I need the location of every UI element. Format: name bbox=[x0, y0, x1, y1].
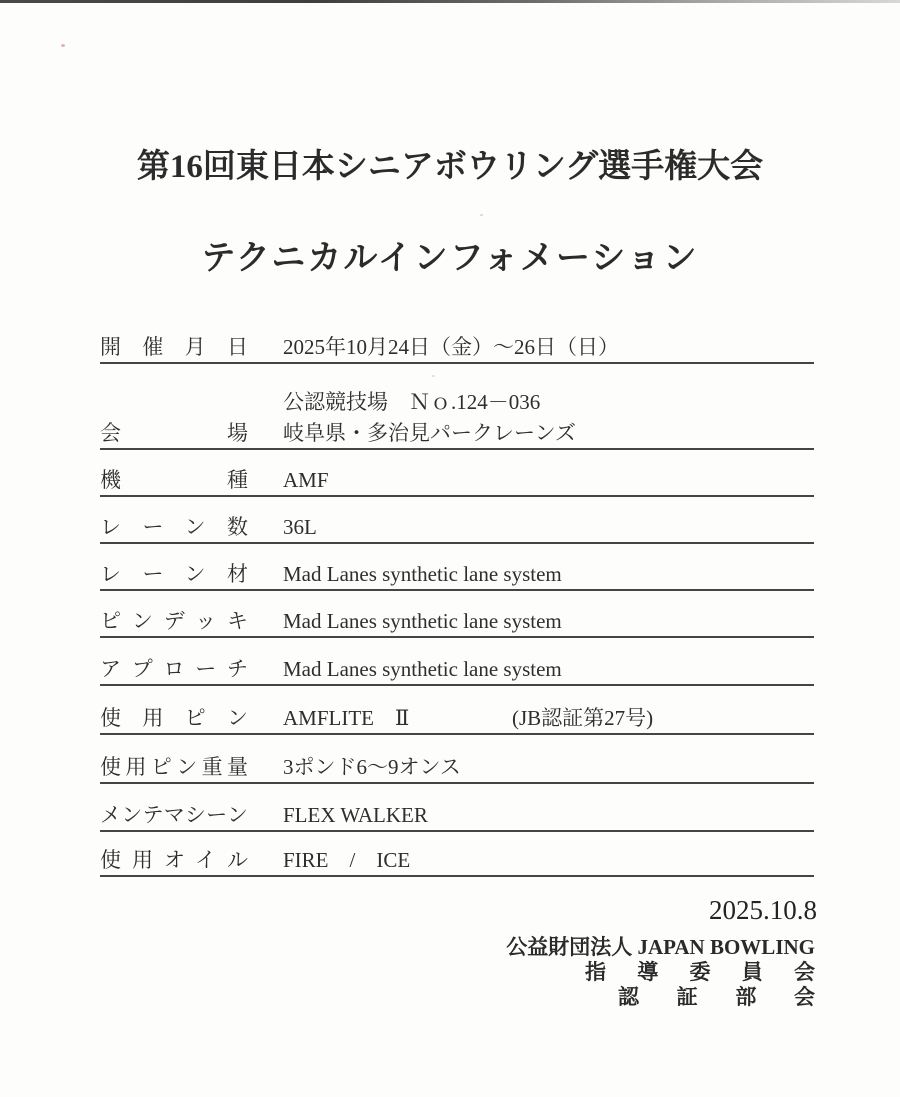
field-label: 使用オイル bbox=[100, 847, 248, 872]
field-row-pins-used bbox=[100, 699, 814, 735]
field-row-maintenance-machine bbox=[100, 796, 814, 832]
field-label: 使用ピン bbox=[100, 705, 248, 730]
page-subtitle: テクニカルインフォメーション bbox=[201, 240, 699, 277]
footer-committee: 指導委員会 bbox=[585, 960, 815, 984]
field-value: 公認競技場 Ｎｏ.124－036 bbox=[283, 389, 541, 414]
field-value: FIRE / ICE bbox=[283, 847, 411, 872]
field-row-certified-center bbox=[100, 383, 814, 417]
field-row-machine-type bbox=[100, 461, 814, 497]
field-value: 2025年10月24日（金）～26日（日） bbox=[283, 334, 619, 359]
field-value: FLEX WALKER bbox=[283, 802, 428, 827]
field-value: AMF bbox=[283, 467, 329, 492]
field-row-approach bbox=[100, 650, 814, 686]
field-row-lane-count bbox=[100, 508, 814, 544]
field-label: 使用ピン重量 bbox=[100, 754, 248, 779]
field-label: メンテマシーン bbox=[100, 802, 248, 827]
field-label: 機種 bbox=[100, 467, 248, 492]
field-value: Mad Lanes synthetic lane system bbox=[283, 608, 562, 633]
field-value: AMFLITE Ⅱ bbox=[283, 705, 410, 730]
field-row-event-dates bbox=[100, 328, 814, 364]
field-row-oil-used bbox=[100, 841, 814, 877]
field-label: 開催月日 bbox=[100, 334, 248, 359]
field-note-jb-certification: (JB認証第27号) bbox=[512, 705, 654, 730]
field-value: 36L bbox=[283, 514, 317, 539]
scan-speck bbox=[61, 44, 65, 47]
field-label: 会場 bbox=[100, 420, 248, 445]
scan-speck bbox=[432, 375, 435, 377]
field-value: Mad Lanes synthetic lane system bbox=[283, 561, 562, 586]
field-label: レーン数 bbox=[100, 514, 248, 539]
field-value: Mad Lanes synthetic lane system bbox=[283, 656, 562, 681]
footer-date: 2025.10.8 bbox=[709, 895, 817, 925]
field-label: ピンデッキ bbox=[100, 608, 248, 633]
footer-organization: 公益財団法人 JAPAN BOWLING bbox=[506, 935, 815, 959]
field-label: アプローチ bbox=[100, 656, 248, 681]
scan-speck bbox=[480, 214, 483, 216]
field-row-pin-weight bbox=[100, 748, 814, 784]
page-title: 第16回東日本シニアボウリング選手権大会 bbox=[136, 149, 764, 185]
field-row-pin-deck bbox=[100, 602, 814, 638]
field-label: レーン材 bbox=[100, 561, 248, 586]
field-row-lane-material bbox=[100, 555, 814, 591]
field-value: 岐阜県・多治見パークレーンズ bbox=[283, 420, 576, 445]
field-value: 3ポンド6～9オンス bbox=[283, 754, 461, 779]
scan-edge-artifact bbox=[0, 0, 900, 3]
footer-subcommittee: 認証部会 bbox=[618, 985, 815, 1009]
field-row-venue bbox=[100, 414, 814, 450]
